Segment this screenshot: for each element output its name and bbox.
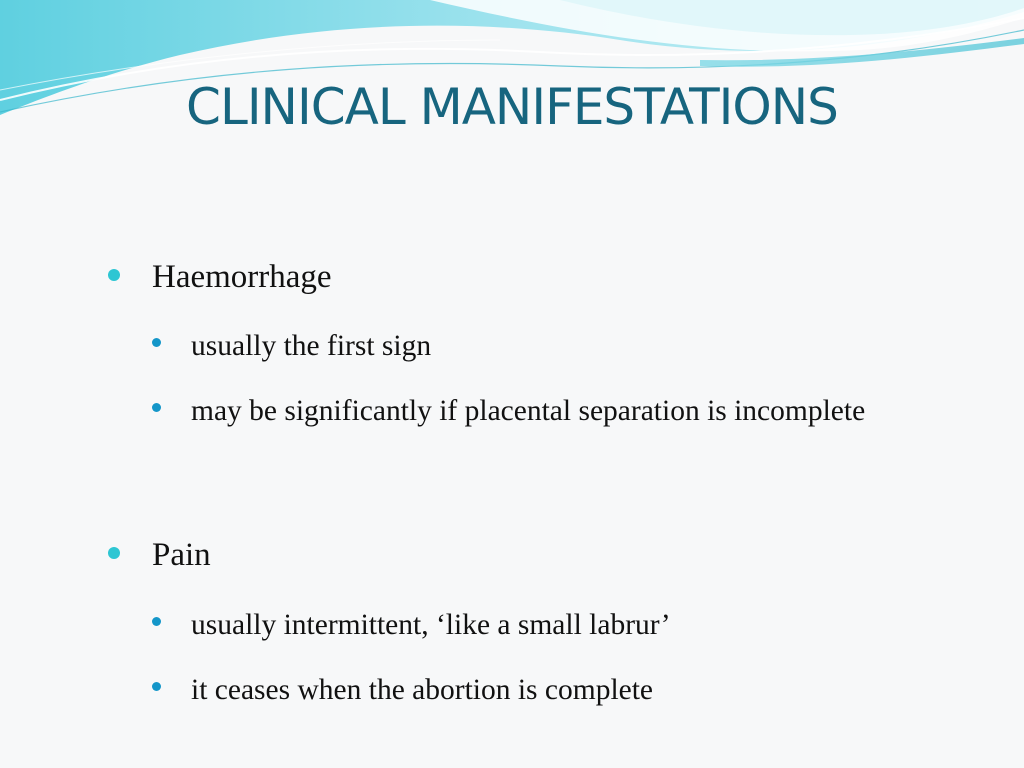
bullet-text: Haemorrhage (152, 259, 332, 295)
sub-bullet-text: may be significantly if placental separation is incomplete (191, 395, 866, 427)
sub-bullet-text: usually the first sign (191, 330, 432, 362)
bullet-item (108, 258, 332, 296)
bullet-item (108, 536, 211, 574)
sub-bullet-text: it ceases when the abortion is complete (191, 674, 654, 706)
sub-bullet-text: usually intermittent, ‘like a small labrur’ (191, 609, 671, 641)
sub-bullet-item (152, 326, 871, 366)
bullet-text: Pain (152, 537, 211, 573)
sub-bullet-icon (152, 617, 161, 626)
sub-bullet-item (152, 670, 871, 710)
sub-bullet-icon (152, 338, 161, 347)
sub-bullet-icon (152, 682, 161, 691)
sub-bullet-item (152, 605, 871, 645)
bullet-icon (108, 269, 120, 281)
slide-title: CLINICAL MANIFESTATIONS (186, 78, 838, 136)
sub-bullet-item (152, 391, 871, 431)
sub-bullet-icon (152, 403, 161, 412)
bullet-icon (108, 547, 120, 559)
